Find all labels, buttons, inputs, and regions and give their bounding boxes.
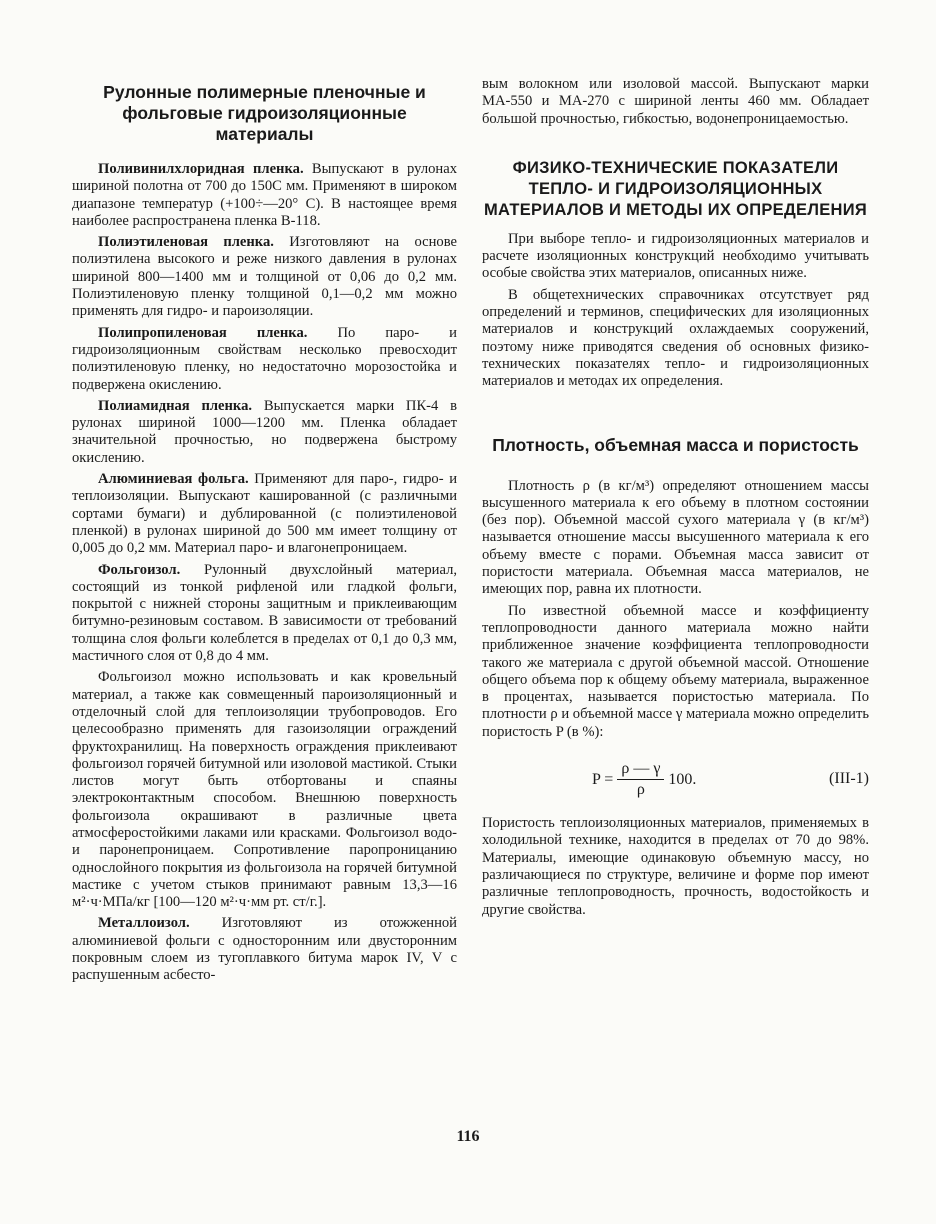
paragraph-polyamide-film	[72, 398, 457, 467]
formula-porosity	[482, 759, 869, 805]
paragraph-text: Рулонный двухслойный материал, состоящий из тонкой рифленой или гладкой фольги, покрытой с нижней стороны защитным и приклеивающим битумно-резиновым составом. В зависимости от требований толщина слоя фольги колеблется в пределах от 0,1 до 0,3 мм, мастичного слоя от 0,8 до 4 мм.	[72, 561, 457, 665]
paragraph-polypropylene-film	[72, 325, 457, 394]
paragraph-porosity-range: Пористость теплоизоляционных материалов, применяемых в холодильной технике, находится в пределах от 70 до 98%. Материалы, имеющие одинаковую объемную массу, но различающиеся по структуре, величине и форме пор имеют различные теплопроводность, прочность, водостойкость и другие свойства.	[482, 815, 869, 918]
paragraph-foilisol	[72, 562, 457, 666]
paragraph-text: Применяют для паро-, гидро- и теплоизоляции. Выпускают кашированной (с различными сортами бумаги) и дублированной (с полиэтиленовой пленкой) в рулонах шириной до 500 мм имеет толщину от 0,005 до 0,2 мм. Материал паро- и влагонепроницаем.	[72, 471, 457, 557]
formula-denominator: ρ	[636, 781, 645, 799]
paragraph-text: По паро- и гидроизоляционным свойствам несколько превосходит полиэтиленовую пленку, но недостаточно морозостойка и подвержена окислению.	[72, 324, 457, 393]
section-heading-density: Плотность, объемная масса и пористость	[492, 434, 859, 455]
paragraph-text: Изготовляют из отожженной алюминиевой фольги с односторонним или двусторонним покровным слоем из тугоплавкого битума марок IV, V с распушенным асбесто-	[72, 915, 457, 984]
term-label: Металлоизол.	[98, 915, 190, 932]
paragraph-continuation: вым волокном или изоловой массой. Выпускают марки МА-550 и МА-270 с шириной ленты 460 мм. Обладает большой прочностью, гибкостью, водонепроницаемостью.	[482, 76, 869, 127]
term-label: Алюминиевая фольга.	[98, 471, 249, 488]
paragraph-metalloisol	[72, 915, 457, 984]
term-label: Полиэтиленовая пленка.	[98, 234, 274, 251]
term-label: Полиамидная пленка.	[98, 397, 253, 414]
paragraph-density-definition: Плотность ρ (в кг/м³) определяют отношением массы высушенного материала к его объему в плотном состоянии (без пор). Объемной массой сухого материала γ (в кг/м³) называется отношение массы высушенного материала к его объему вместе с порами. Объемная масса зависит от пористости материала. Объемная масса материалов, не имеющих пор, равна их плотности.	[482, 477, 869, 598]
term-label: Фольгоизол.	[98, 561, 181, 578]
paragraph-text: Фольгоизол можно использовать и как кровельный материал, а также как совмещенный пароизоляционный и отделочный слой для теплоизоляции трубопроводов. Его целесообразно применять для газоизоляции ограждений фруктохранилищ. На поверхность ограждения приклеивают фольгоизол горячей битумной или изоловой мастикой. Стыки листов могут быть отбортованы и спаяны электроконтактным способом. Внешнюю поверхность фольгоизола окрашивают в различные цвета атмосферостойкими лаками или красками. Фольгоизол водо- и паронепроницаем. Сопротивление паропроницанию однослойного покрытия из фольгоизола на горячей битумной мастике с учетом стыков принимают равным 13,3—16 м²·ч·МПа/кг [100—120 м²·ч·мм рт. ст/г.].	[72, 669, 457, 911]
paragraph-foilisol-usage	[72, 669, 457, 911]
paragraph-text: Изготовляют на основе полиэтилена высокого и реже низкого давления в рулонах шириной 800—1400 мм и толщиной от 0,06 до 0,2 мм. Полиэтиленовую пленку толщиной 0,1—0,2 мм можно применять для гидро- и пароизоляции.	[72, 234, 457, 320]
paragraph-polyethylene-film	[72, 234, 457, 320]
right-column	[482, 76, 869, 923]
formula-number: (III-1)	[829, 770, 869, 788]
section-heading-roll-materials: Рулонные полимерные пленочные и фольговые гидроизоляционные материалы	[103, 82, 426, 144]
section-heading-physical-indicators: ФИЗИКО-ТЕХНИЧЕСКИЕ ПОКАЗАТЕЛИ ТЕПЛО- И ГИДРОИЗОЛЯЦИОННЫХ МАТЕРИАЛОВ И МЕТОДЫ ИХ ОПРЕДЕЛЕНИЯ	[483, 158, 868, 219]
paragraph-aluminum-foil	[72, 471, 457, 557]
formula-expression	[592, 759, 696, 800]
paragraph-pvc-film	[72, 161, 457, 230]
formula-numerator: ρ — γ	[617, 759, 664, 780]
formula-lhs: P =	[592, 770, 614, 788]
paragraph-intro: При выборе тепло- и гидроизоляционных материалов и расчете изоляционных конструкций необходимо учитывать особые свойства этих материалов, описанных ниже.	[482, 230, 869, 282]
paragraph-text: Выпускается марки ПК-4 в рулонах шириной 1000—1200 мм. Пленка обладает значительной прочностью, но подвержена быстрому окислению.	[72, 397, 457, 466]
left-column	[72, 76, 457, 989]
formula-rhs: 100.	[668, 770, 697, 788]
term-label: Поливинилхлоридная пленка.	[98, 161, 304, 177]
paragraph-text: Выпускают в рулонах шириной полотна от 700 до 150С мм. Применяют в широком диапазоне температур (+100÷—20° С). В настоящее время наиболее распространена пленка В-118.	[72, 161, 457, 229]
formula-fraction	[617, 759, 664, 800]
page-number: 116	[456, 1128, 480, 1145]
term-label: Полипропиленовая пленка.	[98, 324, 308, 341]
paragraph-porosity: По известной объемной массе и коэффициенту теплопроводности данного материала можно найти приближенное значение коэффициента теплопроводности такого же материала с другой объемной массой. Отношение общего объема пор к общему объему материала, выраженное в процентах, называется пористостью материала. По плотности ρ и объемной массе γ материала можно определить пористость P (в %):	[482, 602, 869, 740]
paragraph-handbooks: В общетехнических справочниках отсутствует ряд определений и терминов, специфических для изоляционных материалов и конструкций охлаждаемых сооружений, поэтому ниже приводятся сведения об основных физико-технических показателях тепло- и гидроизоляционных материалов и методах их определения.	[482, 286, 869, 390]
